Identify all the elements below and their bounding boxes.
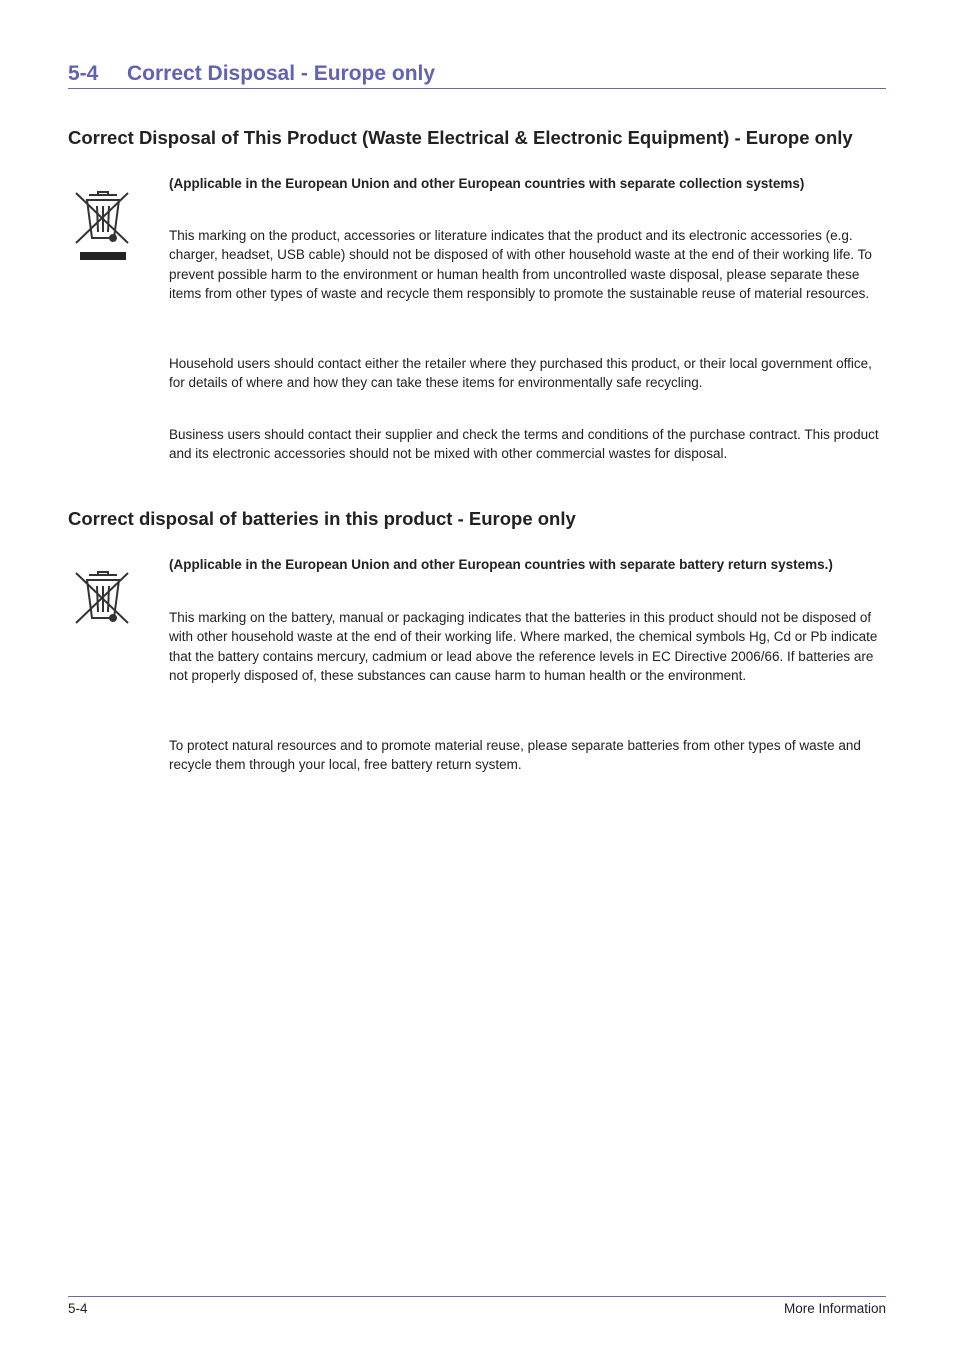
weee-paragraph-2: Household users should contact either the retailer where they purchased this product, or their local government office, for details of where and how they can take these items for environmentally safe recycling. [169,356,872,391]
batteries-heading: Correct disposal of batteries in this product - Europe only [68,508,576,529]
crossed-out-wheelie-bin-icon [73,570,133,628]
section-number: 5-4 [68,62,99,85]
page-header [68,60,886,89]
weee-paragraph-3: Business users should contact their supplier and check the terms and conditions of the purchase contract. This product and its electronic accessories should not be mixed with other commercial wastes for disposal. [169,427,879,462]
weee-paragraph-1: This marking on the product, accessories or literature indicates that the product and its electronic accessories (e.g. charger, headset, USB cable) should not be disposed of with other household waste at the end of their working life. To prevent possible harm to the environment or human health from uncontrolled waste disposal, please separate these items from other types of waste and recycle them responsibly to promote the sustainable reuse of material resources. [169,228,872,301]
batteries-applicable-note: (Applicable in the European Union and other European countries with separate battery return systems.) [169,557,833,572]
weee-heading: Correct Disposal of This Product (Waste Electrical & Electronic Equipment) - Europe only [68,127,853,148]
batteries-paragraph-2: To protect natural resources and to promote material reuse, please separate batteries from other types of waste and recycle them through your local, free battery return system. [169,738,861,773]
section-title: Correct Disposal - Europe only [127,62,436,85]
batteries-paragraph-1: This marking on the battery, manual or packaging indicates that the batteries in this product should not be disposed of with other household waste at the end of their working life. Where marked, the chemical symbols Hg, Cd or Pb indicate that the battery contains mercury, cadmium or lead above the reference levels in EC Directive 2006/66. If batteries are not properly disposed of, these substances can cause harm to human health or the environment. [169,610,878,683]
footer-divider [68,1296,886,1297]
page-number: 5-4 [68,1301,88,1316]
chapter-name: More Information [783,1301,886,1316]
weee-applicable-note: (Applicable in the European Union and other European countries with separate collection systems) [169,176,805,191]
crossed-out-wheelie-bin-icon [73,190,133,264]
